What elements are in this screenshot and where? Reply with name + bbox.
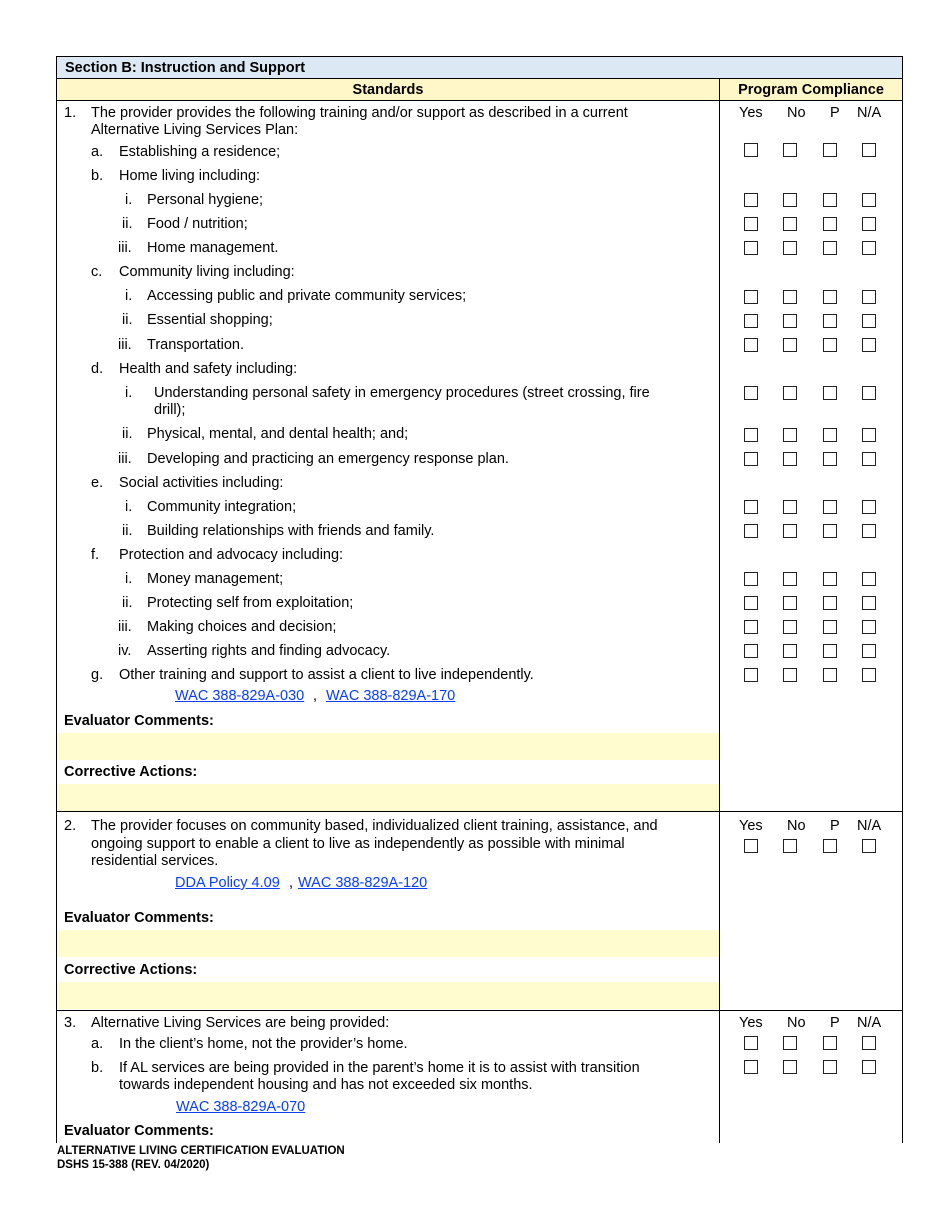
col-no: No <box>787 1015 806 1031</box>
checkbox-p[interactable] <box>823 314 837 328</box>
checkbox-yes[interactable] <box>744 217 758 231</box>
sub-text: Social activities including: <box>119 475 284 491</box>
checkbox-p[interactable] <box>823 386 837 400</box>
column-divider <box>719 79 720 1143</box>
roman-label: ii. <box>122 523 133 539</box>
corrective-actions-label: Corrective Actions: <box>64 962 198 978</box>
policy-link[interactable]: DDA Policy 4.09 <box>175 875 280 891</box>
checkbox-yes[interactable] <box>744 572 758 586</box>
checkbox-yes[interactable] <box>744 193 758 207</box>
sub-text: In the client’s home, not the provider’s home. <box>119 1036 408 1052</box>
sub-label: d. <box>91 361 104 377</box>
checkbox-na[interactable] <box>862 1060 876 1074</box>
evaluator-comments-label: Evaluator Comments: <box>64 910 214 926</box>
checkbox-yes[interactable] <box>744 524 758 538</box>
roman-label: iii. <box>118 337 132 353</box>
checkbox-na[interactable] <box>862 338 876 352</box>
sub-text: Home living including: <box>119 168 261 184</box>
col-p: P <box>830 1015 840 1031</box>
item-text: Alternative Living Services are being provided: <box>91 1015 390 1031</box>
roman-label: ii. <box>122 426 133 442</box>
roman-label: i. <box>125 571 133 587</box>
roman-label: i. <box>125 192 133 208</box>
checkbox-p[interactable] <box>823 668 837 682</box>
col-yes: Yes <box>739 105 763 121</box>
item-text: Alternative Living Services Plan: <box>91 122 299 138</box>
item-text: The provider provides the following training and/or support as described in a current <box>91 105 628 121</box>
checkbox-na[interactable] <box>862 452 876 466</box>
checkbox-p[interactable] <box>823 1036 837 1050</box>
roman-label: iii. <box>118 451 132 467</box>
item-text: ongoing support to enable a client to live as independently as possible with minimal <box>91 836 625 852</box>
checkbox-p[interactable] <box>823 338 837 352</box>
checkbox-p[interactable] <box>823 217 837 231</box>
evaluator-comments-field[interactable] <box>57 930 719 957</box>
roman-label: i. <box>125 499 133 515</box>
checkbox-p[interactable] <box>823 290 837 304</box>
col-p: P <box>830 818 840 834</box>
roman-label: ii. <box>122 595 133 611</box>
roman-text: Developing and practicing an emergency response plan. <box>147 451 509 467</box>
checkbox-na[interactable] <box>862 217 876 231</box>
sub-label: a. <box>91 1036 104 1052</box>
checkbox-na[interactable] <box>862 620 876 634</box>
checkbox-yes[interactable] <box>744 241 758 255</box>
evaluator-comments-label: Evaluator Comments: <box>64 713 214 729</box>
sub-text: Health and safety including: <box>119 361 298 377</box>
checkbox-p[interactable] <box>823 428 837 442</box>
roman-text: Transportation. <box>147 337 244 353</box>
col-p: P <box>830 105 840 121</box>
col-na: N/A <box>857 818 882 834</box>
checkbox-no[interactable] <box>783 839 797 853</box>
roman-label: ii. <box>122 312 133 328</box>
footer-form-number: DSHS 15-388 (REV. 04/2020) <box>57 1159 210 1171</box>
checkbox-no[interactable] <box>783 1060 797 1074</box>
roman-label: iii. <box>118 619 132 635</box>
checkbox-yes[interactable] <box>744 596 758 610</box>
item-number: 3. <box>64 1015 77 1031</box>
roman-label: iv. <box>118 643 132 659</box>
checkbox-no[interactable] <box>783 620 797 634</box>
checkbox-na[interactable] <box>862 143 876 157</box>
wac-link[interactable]: WAC 388-829A-070 <box>176 1099 306 1115</box>
col-na: N/A <box>857 1015 882 1031</box>
checkbox-no[interactable] <box>783 644 797 658</box>
checkbox-no[interactable] <box>783 452 797 466</box>
checkbox-yes[interactable] <box>744 1036 758 1050</box>
checkbox-no[interactable] <box>783 572 797 586</box>
checkbox-na[interactable] <box>862 314 876 328</box>
sub-label: g. <box>91 667 104 683</box>
roman-text: Protecting self from exploitation; <box>147 595 354 611</box>
sub-text: Protection and advocacy including: <box>119 547 344 563</box>
checkbox-no[interactable] <box>783 290 797 304</box>
checkbox-p[interactable] <box>823 1060 837 1074</box>
roman-text: Food / nutrition; <box>147 216 248 232</box>
checkbox-no[interactable] <box>783 386 797 400</box>
corrective-actions-field[interactable] <box>57 982 719 1009</box>
footer-form-title: ALTERNATIVE LIVING CERTIFICATION EVALUATION <box>57 1145 345 1157</box>
sub-label: b. <box>91 168 104 184</box>
evaluator-comments-field[interactable] <box>57 733 719 760</box>
checkbox-na[interactable] <box>862 524 876 538</box>
checkbox-p[interactable] <box>823 524 837 538</box>
roman-text: Building relationships with friends and family. <box>147 523 435 539</box>
checkbox-yes[interactable] <box>744 1060 758 1074</box>
section-title: Section B: Instruction and Support <box>57 57 902 79</box>
checkbox-na[interactable] <box>862 839 876 853</box>
checkbox-p[interactable] <box>823 620 837 634</box>
row-separator <box>56 811 903 812</box>
checkbox-yes[interactable] <box>744 839 758 853</box>
checkbox-no[interactable] <box>783 193 797 207</box>
checkbox-yes[interactable] <box>744 338 758 352</box>
checkbox-no[interactable] <box>783 596 797 610</box>
checkbox-p[interactable] <box>823 241 837 255</box>
checkbox-no[interactable] <box>783 314 797 328</box>
col-na: N/A <box>857 105 882 121</box>
roman-label: i. <box>125 385 133 401</box>
row-separator <box>56 1010 903 1011</box>
col-no: No <box>787 105 806 121</box>
checkbox-na[interactable] <box>862 668 876 682</box>
checkbox-yes[interactable] <box>744 500 758 514</box>
checkbox-p[interactable] <box>823 839 837 853</box>
checkbox-yes[interactable] <box>744 668 758 682</box>
roman-text: Personal hygiene; <box>147 192 264 208</box>
roman-text: Community integration; <box>147 499 297 515</box>
sub-label: e. <box>91 475 104 491</box>
roman-label: iii. <box>118 240 132 256</box>
checkbox-no[interactable] <box>783 338 797 352</box>
checkbox-no[interactable] <box>783 668 797 682</box>
checkbox-na[interactable] <box>862 500 876 514</box>
roman-text: Understanding personal safety in emergency procedures (street crossing, fire <box>154 385 650 401</box>
item-number: 2. <box>64 818 77 834</box>
checkbox-no[interactable] <box>783 428 797 442</box>
checkbox-yes[interactable] <box>744 644 758 658</box>
item-number: 1. <box>64 105 77 121</box>
checkbox-na[interactable] <box>862 241 876 255</box>
checkbox-p[interactable] <box>823 644 837 658</box>
roman-text: drill); <box>154 402 186 418</box>
roman-text: Accessing public and private community services; <box>147 288 467 304</box>
sub-text: towards independent housing and has not exceeded six months. <box>119 1077 533 1093</box>
compliance-header: Program Compliance <box>720 79 902 101</box>
checkbox-no[interactable] <box>783 241 797 255</box>
sub-label: f. <box>91 547 100 563</box>
sub-text: Community living including: <box>119 264 295 280</box>
roman-text: Asserting rights and finding advocacy. <box>147 643 391 659</box>
checkbox-yes[interactable] <box>744 290 758 304</box>
checkbox-na[interactable] <box>862 644 876 658</box>
wac-link[interactable]: WAC 388-829A-120 <box>298 875 428 891</box>
roman-label: i. <box>125 288 133 304</box>
sub-text: Establishing a residence; <box>119 144 281 160</box>
checkbox-na[interactable] <box>862 1036 876 1050</box>
checkbox-no[interactable] <box>783 1036 797 1050</box>
corrective-actions-field[interactable] <box>57 784 719 811</box>
checkbox-p[interactable] <box>823 500 837 514</box>
checkbox-p[interactable] <box>823 193 837 207</box>
sub-text: If AL services are being provided in the parent’s home it is to assist with transition <box>119 1060 640 1076</box>
col-yes: Yes <box>739 1015 763 1031</box>
checkbox-no[interactable] <box>783 217 797 231</box>
link-separator: , <box>313 688 318 704</box>
col-no: No <box>787 818 806 834</box>
checkbox-no[interactable] <box>783 500 797 514</box>
checkbox-yes[interactable] <box>744 314 758 328</box>
checkbox-p[interactable] <box>823 143 837 157</box>
checkbox-na[interactable] <box>862 596 876 610</box>
checkbox-yes[interactable] <box>744 386 758 400</box>
item-text: residential services. <box>91 853 219 869</box>
checkbox-na[interactable] <box>862 290 876 304</box>
evaluator-comments-label: Evaluator Comments: <box>64 1123 214 1139</box>
corrective-actions-label: Corrective Actions: <box>64 764 198 780</box>
roman-text: Home management. <box>147 240 279 256</box>
roman-text: Essential shopping; <box>147 312 273 328</box>
checkbox-na[interactable] <box>862 193 876 207</box>
roman-label: ii. <box>122 216 133 232</box>
roman-text: Physical, mental, and dental health; and; <box>147 426 409 442</box>
checkbox-yes[interactable] <box>744 452 758 466</box>
sub-label: c. <box>91 264 103 280</box>
wac-link[interactable]: WAC 388-829A-030 <box>175 688 305 704</box>
checkbox-yes[interactable] <box>744 143 758 157</box>
wac-link[interactable]: WAC 388-829A-170 <box>326 688 456 704</box>
link-separator: , <box>289 875 294 891</box>
sub-text: Other training and support to assist a client to live independently. <box>119 667 534 683</box>
col-yes: Yes <box>739 818 763 834</box>
item-text: The provider focuses on community based, individualized client training, assistance, and <box>91 818 658 834</box>
checkbox-na[interactable] <box>862 428 876 442</box>
checkbox-no[interactable] <box>783 143 797 157</box>
standards-header: Standards <box>57 79 719 101</box>
checkbox-p[interactable] <box>823 596 837 610</box>
checkbox-na[interactable] <box>862 386 876 400</box>
checkbox-no[interactable] <box>783 524 797 538</box>
checkbox-p[interactable] <box>823 452 837 466</box>
sub-label: a. <box>91 144 104 160</box>
roman-text: Money management; <box>147 571 284 587</box>
roman-text: Making choices and decision; <box>147 619 337 635</box>
checkbox-yes[interactable] <box>744 428 758 442</box>
sub-label: b. <box>91 1060 104 1076</box>
checkbox-p[interactable] <box>823 572 837 586</box>
checkbox-na[interactable] <box>862 572 876 586</box>
checkbox-yes[interactable] <box>744 620 758 634</box>
